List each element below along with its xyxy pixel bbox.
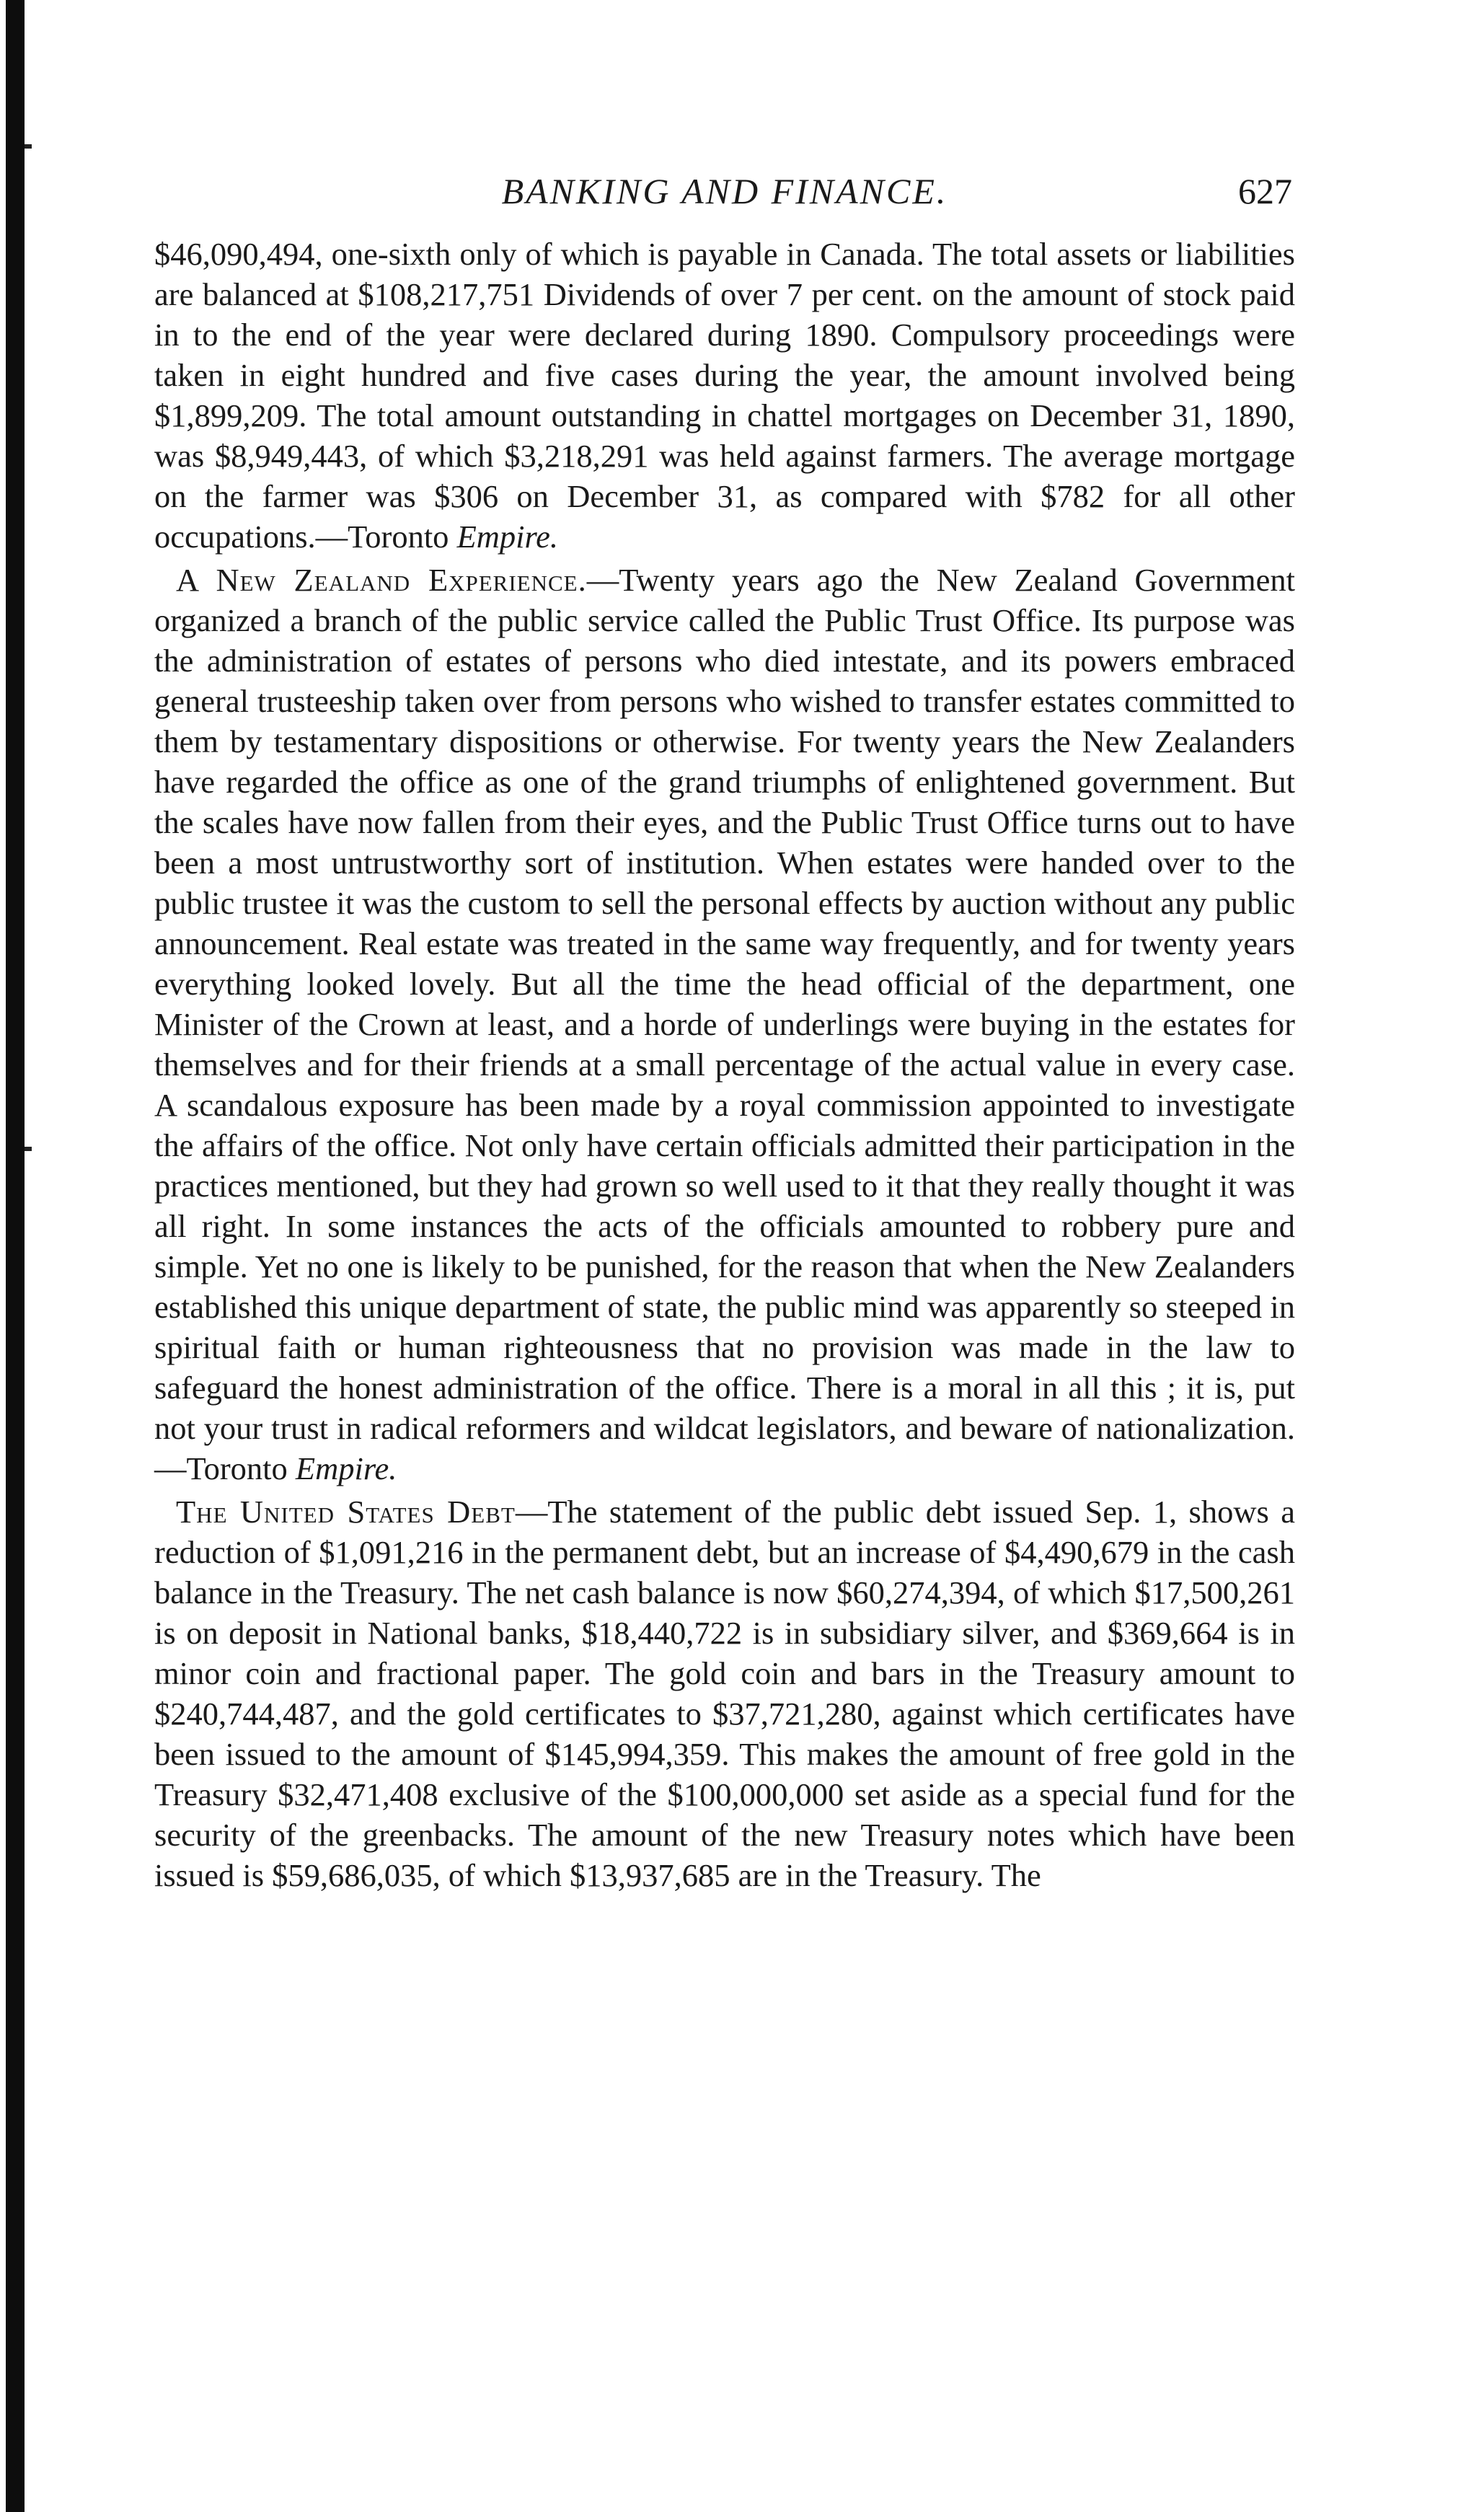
page-number: 627 (1238, 171, 1292, 211)
running-title: BANKING AND FINANCE. (501, 171, 948, 211)
paragraph (154, 560, 1295, 1489)
paragraph-heading: A New Zealand Experience. (176, 562, 587, 598)
scan-edge-tick (25, 144, 32, 149)
running-head (154, 170, 1295, 221)
paragraph-text: —Twenty years ago the New Zealand Government organized a branch of the public service called the Public Trust Office. Its purpose was the administration of estates of persons who died intestate, and its powers embraced general trusteeship taken over from persons who wished to transfer estates committed to them by testamentary dispositions or otherwise. For twenty years the New Zealanders have regarded the office as one of the grand triumphs of enlightened government. But the scales have now fallen from their eyes, and the Public Trust Office turns out to have been a most untrustworthy sort of institution. When estates were handed over to the public trustee it was the custom to sell the personal effects by auction without any public announcement. Real estate was treated in the same way frequently, and for twenty years everything looked lovely. But all the time the head official of the department, one Minister of the Crown at least, and a horde of underlings were buying in the estates for themselves and for their friends at a small percentage of the actual value in every case. A scandalous exposure has been made by a royal commission appointed to investigate the affairs of the office. Not only have certain officials admitted their participation in the practices mentioned, but they had grown so well used to it that they really thought it was all right. In some instances the acts of the officials amounted to robbery pure and simple. Yet no one is likely to be punished, for the reason that when the New Zealanders established this unique department of state, the public mind was apparently so steeped in spiritual faith or human righteousness that no provision was made in the law to safeguard the honest administration of the office. There is a moral in all this ; it is, put not your trust in radical reformers and wildcat legislators, and beware of nationalization.—Toronto (154, 562, 1295, 1486)
paragraph-text: —The statement of the public debt issued Sep. 1, shows a reduction of $1,091,216 in the permanent debt, but an increase of $4,490,679 in the cash balance in the Treasury. The net cash balance is now $60,274,394, of which $17,500,261 is on deposit in National banks, $18,440,722 is in subsidiary silver, and $369,664 is in minor coin and fractional paper. The gold coin and bars in the Treasury amount to $240,744,487, and the gold certificates to $37,721,280, against which certificates have been issued to the amount of $145,994,359. This makes the amount of free gold in the Treasury $32,471,408 exclusive of the $100,000,000 set aside as a special fund for the security of the greenbacks. The amount of the new Treasury notes which have been issued is $59,686,035, of which $13,937,685 are in the Treasury. The (154, 1494, 1295, 1893)
page (154, 170, 1295, 1895)
paragraph-text: $46,090,494, one-sixth only of which is payable in Canada. The total assets or liabilities are balanced at $108,217,751 Dividends of over 7 per cent. on the amount of stock paid in to the end of the year were declared during 1890. Compulsory proceedings were taken in eight hundred and five cases during the year, the amount involved being $1,899,209. The total amount outstanding in chattel mortgages on December 31, 1890, was $8,949,443, of which $3,218,291 was held against farmers. The average mortgage on the farmer was $306 on December 31, as compared with $782 for all other occupations.—Toronto (154, 236, 1295, 555)
paragraph-source: Empire. (456, 519, 559, 555)
scan-edge-bar (6, 0, 25, 2512)
paragraph (154, 234, 1295, 557)
paragraph-heading: The United States Debt (176, 1494, 516, 1530)
scan-edge-tick (25, 1147, 32, 1151)
paragraph-source: Empire. (295, 1450, 397, 1486)
paragraph (154, 1491, 1295, 1895)
